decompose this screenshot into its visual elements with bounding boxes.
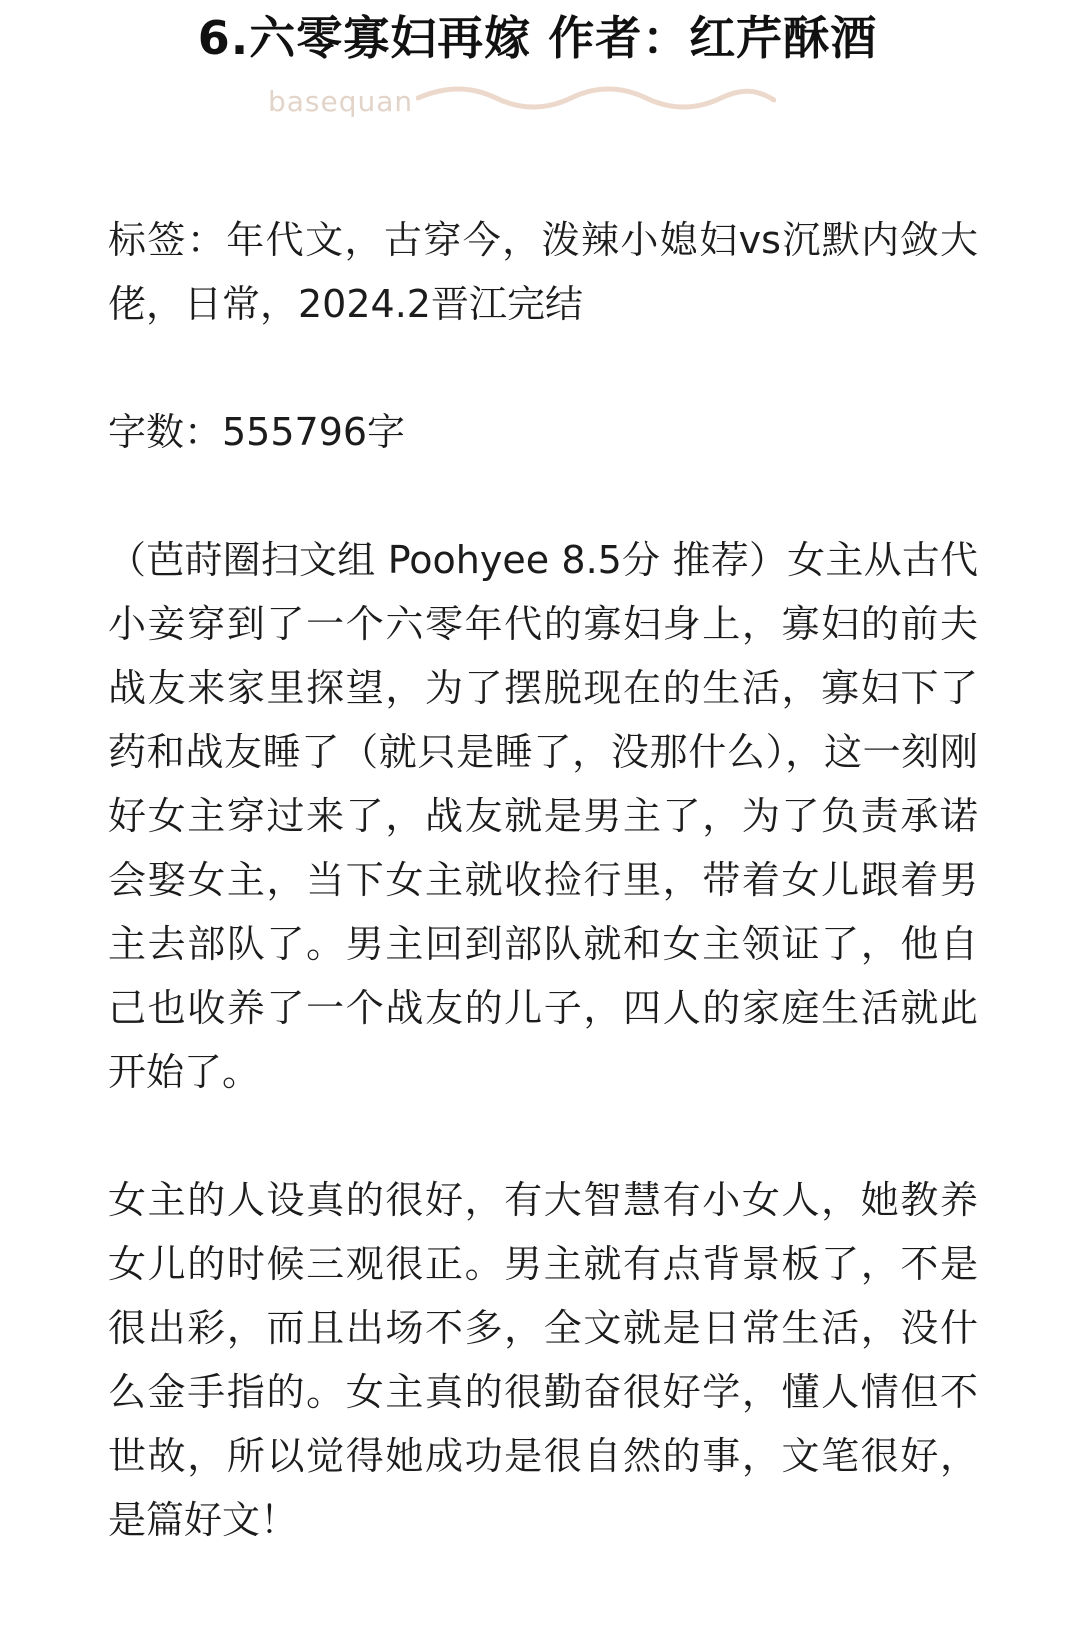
wave-divider-icon xyxy=(416,84,776,124)
watermark-text: basequan xyxy=(268,85,414,118)
paragraph-spacer xyxy=(108,336,978,400)
word-count-paragraph: 字数：555796字 xyxy=(108,410,406,454)
page-title: 6.六零寡妇再嫁 作者：红芹酥酒 xyxy=(197,11,878,65)
review-paragraph: 女主的人设真的很好，有大智慧有小女人，她教养女儿的时候三观很正。男主就有点背景板了，不是很出彩，而且出场不多，全文就是日常生活，没什么金手指的。女主真的很勤奋很好学，懂人情但不世故，所以觉得她成功是很自然的事，文笔很好，是篇好文！ xyxy=(108,1178,978,1542)
paragraph-spacer xyxy=(108,464,978,528)
watermark-decoration xyxy=(268,82,808,122)
paragraph-spacer xyxy=(108,1104,978,1168)
article-body xyxy=(108,208,978,1552)
tags-paragraph: 标签：年代文，古穿今，泼辣小媳妇vs沉默内敛大佬，日常，2024.2晋江完结 xyxy=(108,218,978,326)
summary-paragraph: （芭莳圈扫文组 Poohyee 8.5分 推荐）女主从古代小妾穿到了一个六零年代的寡妇身上，寡妇的前夫战友来家里探望，为了摆脱现在的生活，寡妇下了药和战友睡了（就只是睡了，没那什么），这一刻刚好女主穿过来了，战友就是男主了，为了负责承诺会娶女主，当下女主就收捡行里，带着女儿跟着男主去部队了。男主回到部队就和女主领证了，他自己也收养了一个战友的儿子，四人的家庭生活就此开始了。 xyxy=(108,538,978,1094)
